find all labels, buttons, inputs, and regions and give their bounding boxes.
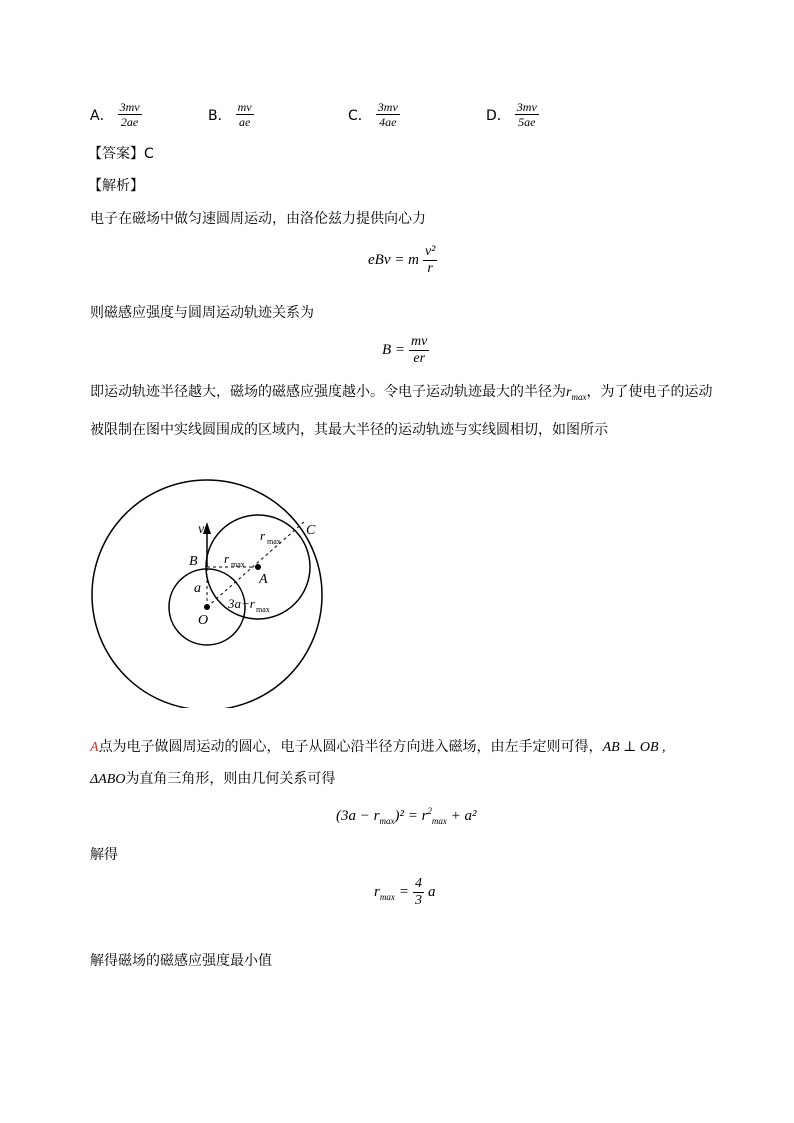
eq4-end: a — [427, 884, 436, 900]
text-line-5 — [90, 738, 666, 757]
text-line-6a: 为直角三角形，则由几何关系可得 — [125, 771, 336, 787]
point-a-inline: A — [90, 740, 99, 755]
option-c-label: C． — [348, 107, 372, 124]
eq1-left: eBv = m — [368, 252, 419, 268]
rmax-r: r — [566, 385, 572, 400]
text-line-3 — [90, 383, 712, 406]
label-a-point: A — [259, 572, 268, 587]
eq3-end: + a² — [450, 808, 477, 824]
eq3-a — [336, 806, 477, 826]
eq1-num: v² — [424, 244, 436, 259]
eq2-num: mv — [411, 334, 428, 349]
eq4-den: 3 — [414, 893, 422, 908]
perp-relation: AB ⊥ OB , — [602, 740, 666, 755]
option-a-fraction — [118, 100, 142, 129]
label-3a-rmax-sub: max — [256, 605, 270, 614]
eq2-fraction — [409, 334, 429, 367]
text-line-4: 被限制在图中实线圆围成的区域内，其最大半径的运动轨迹与实线圆相切，如图所示 — [90, 422, 608, 438]
label-rmax-1: r — [224, 551, 230, 566]
option-c[interactable] — [348, 100, 400, 129]
text-line-5a: 点为电子做圆周运动的圆心，电子从圆心沿半径方向进入磁场，由左手定则可得， — [98, 739, 603, 755]
option-a-label: A． — [90, 107, 114, 124]
eq3-sub1: max — [379, 816, 395, 826]
label-c: C — [306, 523, 316, 538]
eq3-sub2: max — [431, 816, 447, 826]
option-a-num: 3mv — [119, 100, 140, 114]
eq2-left: B = — [382, 342, 406, 358]
point-a — [255, 564, 261, 570]
label-3a-rmax: 3a−r — [228, 596, 255, 611]
segment-oc — [207, 522, 304, 607]
text-line-6 — [90, 770, 335, 789]
text-line-1: 电子在磁场中做匀速圆周运动，由洛伦兹力提供向心力 — [90, 211, 426, 227]
eq3-part2: )² = r — [394, 808, 428, 824]
answer-tag: 【答案】 — [88, 146, 144, 162]
eq3-part1: (3a − r — [336, 808, 380, 824]
analysis-tag: 【解析】 — [88, 178, 144, 194]
text-line-8: 解得磁场的磁感应强度最小值 — [90, 953, 272, 969]
eq4-sub: max — [379, 891, 395, 902]
text-line-3b: ，为了使电子的运动 — [586, 384, 713, 400]
option-b[interactable] — [208, 100, 254, 129]
eq4-fraction — [413, 876, 424, 909]
option-b-fraction — [236, 100, 254, 129]
equation-rmax — [374, 876, 435, 909]
option-d-den: 5ae — [518, 115, 536, 129]
text-line-7: 解得 — [90, 847, 118, 863]
answer-line — [88, 145, 154, 163]
option-a[interactable] — [90, 100, 142, 129]
eq1-den: r — [427, 261, 433, 276]
geometry-diagram — [90, 478, 330, 708]
point-o — [204, 604, 210, 610]
label-rmax-2-sub: max — [267, 537, 281, 546]
option-c-num: 3mv — [377, 100, 398, 114]
answer-value: C — [144, 146, 154, 162]
option-b-num: mv — [237, 100, 252, 114]
eq4-left: r — [374, 883, 380, 900]
eq3-sup: 2 — [427, 806, 432, 816]
option-b-den: ae — [238, 115, 251, 129]
equation-b — [382, 334, 429, 367]
eq4-equals: = — [398, 884, 409, 900]
eq4-left-wrap — [374, 884, 395, 902]
triangle-abo: ΔABO — [90, 772, 126, 787]
text-line-2: 则磁感应强度与圆周运动轨迹关系为 — [90, 305, 314, 321]
rmax-sub: max — [571, 391, 587, 402]
rmax-inline — [566, 385, 586, 400]
label-v: v — [198, 522, 205, 537]
option-d-label: D． — [486, 107, 511, 124]
equation-lorentz — [368, 244, 437, 277]
equation-pythagoras — [336, 806, 477, 826]
option-c-fraction — [376, 100, 400, 129]
label-b: B — [189, 554, 198, 569]
label-rmax-1-sub: max — [231, 560, 245, 569]
eq2-den: er — [413, 351, 426, 366]
option-d-num: 3mv — [516, 100, 537, 114]
text-line-3a: 即运动轨迹半径越大，磁场的磁感应强度越小。令电子运动轨迹最大的半径为 — [90, 384, 566, 400]
option-d[interactable] — [486, 100, 539, 129]
eq1-fraction — [423, 244, 437, 277]
label-o: O — [198, 613, 209, 628]
option-d-fraction — [515, 100, 539, 129]
option-a-den: 2ae — [120, 115, 139, 129]
label-a-length: a — [194, 581, 201, 596]
option-c-den: 4ae — [379, 115, 397, 129]
eq4-num: 4 — [414, 876, 422, 891]
label-rmax-2: r — [260, 528, 266, 543]
option-b-label: B． — [208, 107, 232, 124]
